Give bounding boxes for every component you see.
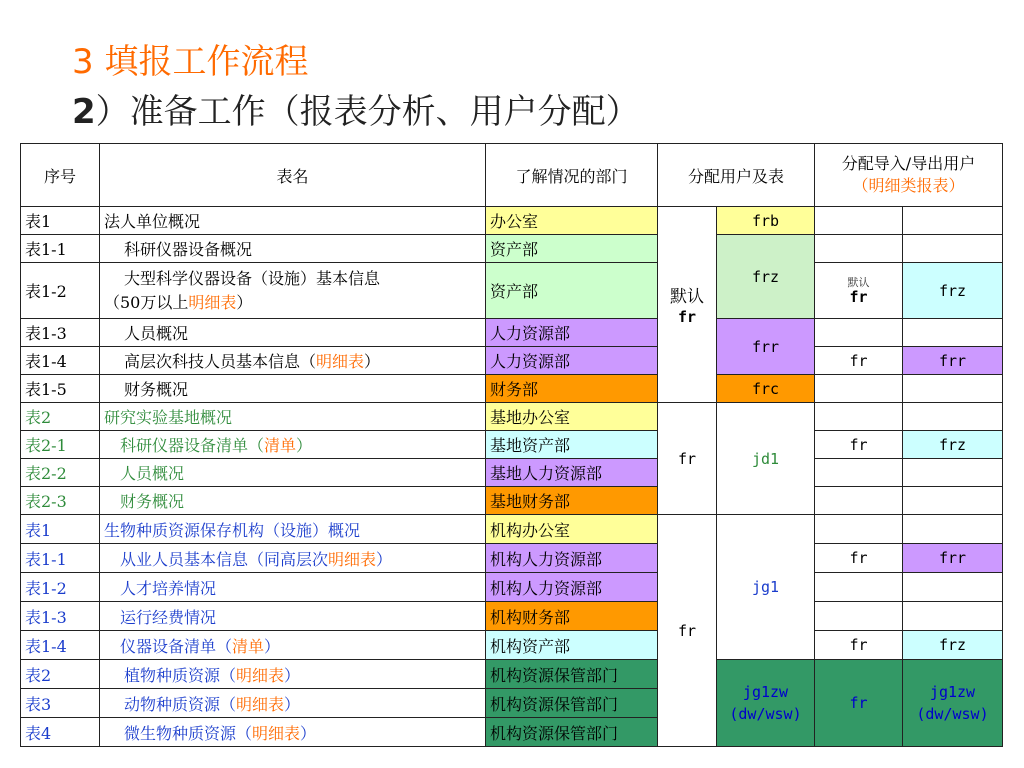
cell-name-line2-suffix: ） [236,292,253,312]
cell-dept: 机构办公室 [486,515,658,544]
cell-name-highlight: 明细表 [316,352,365,371]
table-row [21,431,1003,459]
cell-name-prefix: 动物种质资源（ [124,694,237,714]
cell-name: 财务概况 [100,375,486,403]
cell-io-table: frr [903,544,1003,573]
cell-seq: 表1-1 [21,544,100,573]
cell-name-highlight: 清单 [264,436,297,455]
cell-seq: 表1-1 [21,235,100,263]
cell-dept: 机构资源保管部门 [486,718,658,747]
cell-seq: 表1 [21,207,100,235]
cell-name-highlight: 清单 [232,636,265,656]
cell-dept: 基地人力资源部 [486,459,658,487]
cell-dept: 机构人力资源部 [486,544,658,573]
cell-seq: 表2-3 [21,487,100,515]
cell-dept: 办公室 [486,207,658,235]
group1-user-value: fr [677,308,697,326]
cell-io-table [903,375,1003,403]
slide-title: 3 填报工作流程 [72,42,309,82]
cell-io-user [815,403,903,431]
cell-name: 财务概况 [100,487,486,515]
cell-io-table [903,403,1003,431]
table-row [21,459,1003,487]
cell-io-user [815,263,903,319]
cell-name-suffix: ） [364,352,381,371]
table-row [21,631,1003,660]
zw-table-line1: jg1zw [742,683,789,701]
cell-io-user [815,319,903,347]
cell-io-user: fr [815,631,903,660]
cell-io-user [815,459,903,487]
cell-dept: 机构人力资源部 [486,573,658,602]
cell-dept: 机构资源保管部门 [486,689,658,718]
cell-name-line1: 大型科学仪器设备（设施）基本信息 [124,268,381,288]
table-row [21,235,1003,263]
cell-io-table [903,235,1003,263]
cell-name-prefix: 植物种质资源（ [124,665,237,685]
cell-name [100,718,486,747]
cell-io-user [815,487,903,515]
group3-zw-io-table [903,660,1003,747]
cell-name [100,431,486,459]
cell-name-prefix: 科研仪器设备清单（ [120,436,265,455]
cell-user-table: frc [717,375,815,403]
table-row [21,263,1003,319]
cell-seq: 表1-3 [21,602,100,631]
cell-name [100,660,486,689]
table-row [21,487,1003,515]
group3-zw-table [717,660,815,747]
cell-dept: 资产部 [486,263,658,319]
subtitle-number: 2 [72,92,96,132]
io-default-note: 默认 [847,275,870,289]
cell-name-suffix: ） [284,694,301,714]
cell-seq: 表2-1 [21,431,100,459]
cell-user-table: frb [717,207,815,235]
table-row [21,544,1003,573]
cell-io-table [903,487,1003,515]
cell-dept: 基地财务部 [486,487,658,515]
header-io [815,144,1003,207]
group1-default-label: 默认 [670,287,704,307]
cell-name-highlight: 明细表 [188,292,237,312]
cell-seq: 表2 [21,660,100,689]
group1-user [658,207,717,403]
header-dept: 了解情况的部门 [486,144,658,207]
group2-table: jd1 [717,403,815,515]
cell-seq: 表4 [21,718,100,747]
cell-name-suffix: ） [296,436,313,455]
slide-subtitle [72,90,640,134]
cell-name-suffix: ） [284,665,301,685]
cell-name: 法人单位概况 [100,207,486,235]
table-row [21,375,1003,403]
cell-seq: 表3 [21,689,100,718]
cell-io-user: fr [815,431,903,459]
cell-io-table [903,573,1003,602]
table-row [21,207,1003,235]
header-row [21,144,1003,207]
cell-dept: 机构资产部 [486,631,658,660]
cell-name: 科研仪器设备概况 [100,235,486,263]
table-row [21,403,1003,431]
cell-dept: 人力资源部 [486,347,658,375]
zw-io-line2: (dw/wsw) [916,705,989,723]
cell-name-highlight: 明细表 [328,549,377,569]
zw-io-line1: jg1zw [929,683,976,701]
group2-user: fr [658,403,717,515]
cell-name: 生物种质资源保存机构（设施）概况 [100,515,486,544]
cell-io-table [903,319,1003,347]
cell-io-user [815,515,903,544]
cell-name-highlight: 明细表 [252,723,301,743]
cell-io-table [903,515,1003,544]
cell-io-table [903,207,1003,235]
cell-dept: 资产部 [486,235,658,263]
table-row [21,602,1003,631]
cell-name-suffix: ） [376,549,393,569]
cell-name-line2-prefix: （50万以上 [104,292,189,312]
header-seq: 序号 [21,144,100,207]
cell-name-highlight: 明细表 [236,694,285,714]
cell-seq: 表1-5 [21,375,100,403]
cell-io-table: frz [903,263,1003,319]
cell-seq: 表1-3 [21,319,100,347]
cell-name [100,689,486,718]
cell-seq: 表1-2 [21,573,100,602]
subtitle-text: ）准备工作（报表分析、用户分配） [95,92,640,132]
cell-name: 研究实验基地概况 [100,403,486,431]
cell-name-prefix: 高层次科技人员基本信息（ [124,352,317,371]
cell-io-table: frz [903,431,1003,459]
cell-user-table: frr [717,319,815,375]
cell-io-table: frr [903,347,1003,375]
cell-name [100,544,486,573]
cell-dept: 基地办公室 [486,403,658,431]
group3-user: fr [658,515,717,747]
cell-dept: 财务部 [486,375,658,403]
cell-dept: 机构财务部 [486,602,658,631]
cell-name [100,263,486,319]
header-assign: 分配用户及表 [658,144,815,207]
cell-name [100,347,486,375]
cell-seq: 表1-2 [21,263,100,319]
cell-name-highlight: 明细表 [236,665,285,685]
cell-io-user: fr [815,347,903,375]
cell-name [100,631,486,660]
cell-name-suffix: ） [300,723,317,743]
cell-user-table: frz [717,235,815,319]
io-user-value: fr [849,287,868,306]
cell-seq: 表1-4 [21,347,100,375]
cell-seq: 表2-2 [21,459,100,487]
cell-io-user [815,235,903,263]
group3-zw-io-user: fr [815,660,903,747]
cell-name: 人才培养情况 [100,573,486,602]
cell-dept: 机构资源保管部门 [486,660,658,689]
cell-name-suffix: ） [264,636,281,656]
table-row [21,573,1003,602]
header-io-line2: （明细类报表） [852,176,965,195]
cell-io-table [903,602,1003,631]
table-row [21,347,1003,375]
cell-io-user [815,375,903,403]
cell-name-prefix: 从业人员基本信息（同高层次 [120,549,329,569]
cell-io-table [903,459,1003,487]
cell-dept: 人力资源部 [486,319,658,347]
cell-name-prefix: 微生物种质资源（ [124,723,253,743]
cell-seq: 表1 [21,515,100,544]
header-io-line1: 分配导入/导出用户 [841,154,976,173]
cell-seq: 表1-4 [21,631,100,660]
report-assignment-table [20,143,1003,747]
cell-dept: 基地资产部 [486,431,658,459]
cell-name-prefix: 仪器设备清单（ [120,636,233,656]
cell-seq: 表2 [21,403,100,431]
cell-name: 运行经费情况 [100,602,486,631]
cell-name: 人员概况 [100,319,486,347]
group3-table: jg1 [717,515,815,660]
cell-io-table: frz [903,631,1003,660]
table-row [21,660,1003,689]
cell-io-user [815,602,903,631]
cell-io-user [815,207,903,235]
cell-name: 人员概况 [100,459,486,487]
zw-table-line2: (dw/wsw) [729,705,802,723]
cell-io-user: fr [815,544,903,573]
table-row [21,319,1003,347]
table-row [21,515,1003,544]
cell-io-user [815,573,903,602]
header-name: 表名 [100,144,486,207]
